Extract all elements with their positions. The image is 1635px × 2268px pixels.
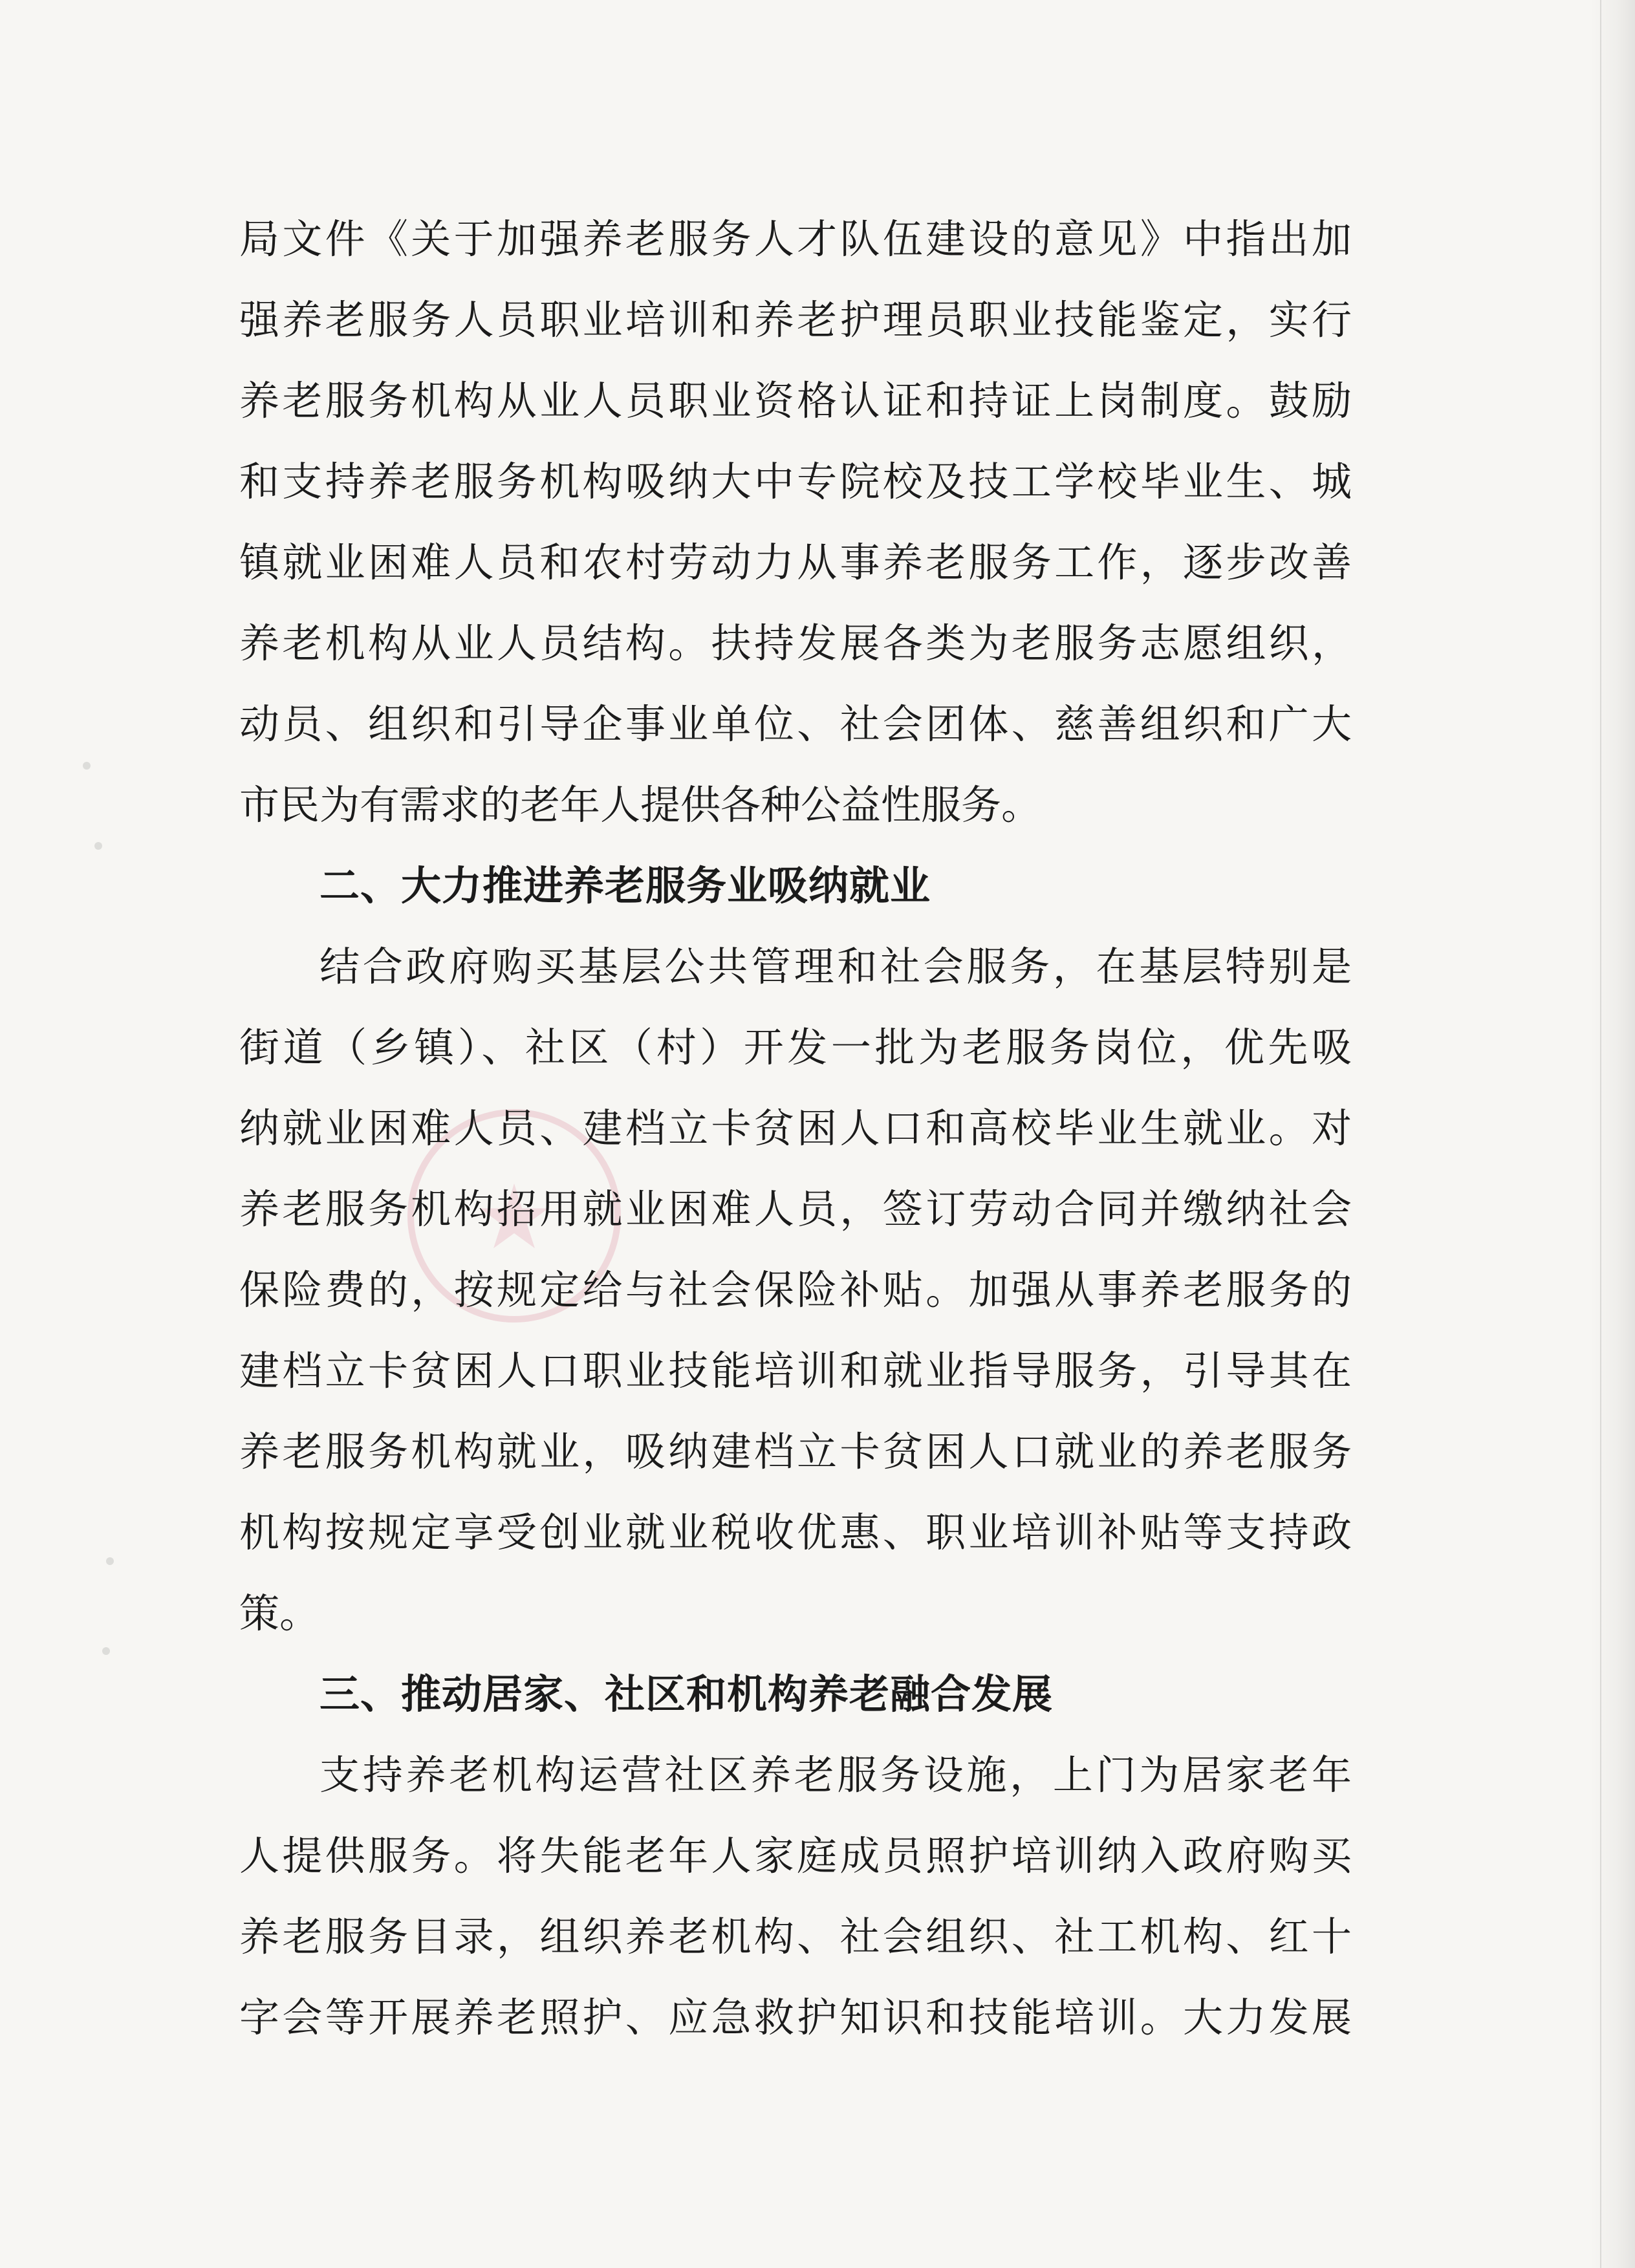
paragraph-line: 街道（乡镇）、社区（村）开发一批为老服务岗位，优先吸 bbox=[239, 1024, 1352, 1071]
paragraph-line: 支持养老机构运营社区养老服务设施，上门为居家老年 bbox=[319, 1751, 1352, 1798]
scan-edge-line bbox=[1600, 0, 1601, 2268]
binding-hole-mark bbox=[94, 842, 102, 850]
paragraph-line: 局文件《关于加强养老服务人才队伍建设的意见》中指出加 bbox=[239, 215, 1352, 263]
paragraph-line: 动员、组织和引导企事业单位、社会团体、慈善组织和广大 bbox=[239, 700, 1352, 748]
paragraph-line: 保险费的，按规定给与社会保险补贴。加强从事养老服务的 bbox=[239, 1266, 1352, 1313]
document-body bbox=[239, 207, 1352, 2066]
paragraph-line: 养老服务机构从业人员职业资格认证和持证上岗制度。鼓励 bbox=[239, 377, 1352, 424]
paragraph-line: 养老服务机构招用就业困难人员，签订劳动合同并缴纳社会 bbox=[239, 1185, 1352, 1233]
binding-hole-mark bbox=[83, 762, 91, 770]
paragraph-line: 结合政府购买基层公共管理和社会服务，在基层特别是 bbox=[319, 943, 1352, 990]
paragraph-line: 建档立卡贫困人口职业技能培训和就业指导服务，引导其在 bbox=[239, 1347, 1352, 1394]
section-heading-three: 三、推动居家、社区和机构养老融合发展 bbox=[319, 1670, 1054, 1718]
binding-hole-mark bbox=[102, 1647, 110, 1655]
paragraph-line: 镇就业困难人员和农村劳动力从事养老服务工作，逐步改善 bbox=[239, 539, 1352, 586]
paragraph-line: 和支持养老服务机构吸纳大中专院校及技工学校毕业生、城 bbox=[239, 458, 1352, 505]
paragraph-line: 市民为有需求的老年人提供各种公益性服务。 bbox=[239, 781, 1042, 828]
paragraph-line: 字会等开展养老照护、应急救护知识和技能培训。大力发展 bbox=[239, 1994, 1352, 2041]
paragraph-line: 机构按规定享受创业就业税收优惠、职业培训补贴等支持政 bbox=[239, 1509, 1352, 1556]
paragraph-line: 养老服务机构就业，吸纳建档立卡贫困人口就业的养老服务 bbox=[239, 1428, 1352, 1475]
paragraph-line: 强养老服务人员职业培训和养老护理员职业技能鉴定，实行 bbox=[239, 296, 1352, 343]
binding-hole-mark bbox=[106, 1557, 114, 1565]
paragraph-line: 人提供服务。将失能老年人家庭成员照护培训纳入政府购买 bbox=[239, 1832, 1352, 1879]
scan-edge-shadow bbox=[1590, 0, 1635, 2268]
paragraph-line: 养老服务目录，组织养老机构、社会组织、社工机构、红十 bbox=[239, 1913, 1352, 1960]
paragraph-line: 养老机构从业人员结构。扶持发展各类为老服务志愿组织， bbox=[239, 620, 1352, 667]
paragraph-line: 纳就业困难人员、建档立卡贫困人口和高校毕业生就业。对 bbox=[239, 1105, 1352, 1152]
paragraph-line: 策。 bbox=[239, 1590, 320, 1637]
section-heading-two: 二、大力推进养老服务业吸纳就业 bbox=[319, 862, 931, 909]
